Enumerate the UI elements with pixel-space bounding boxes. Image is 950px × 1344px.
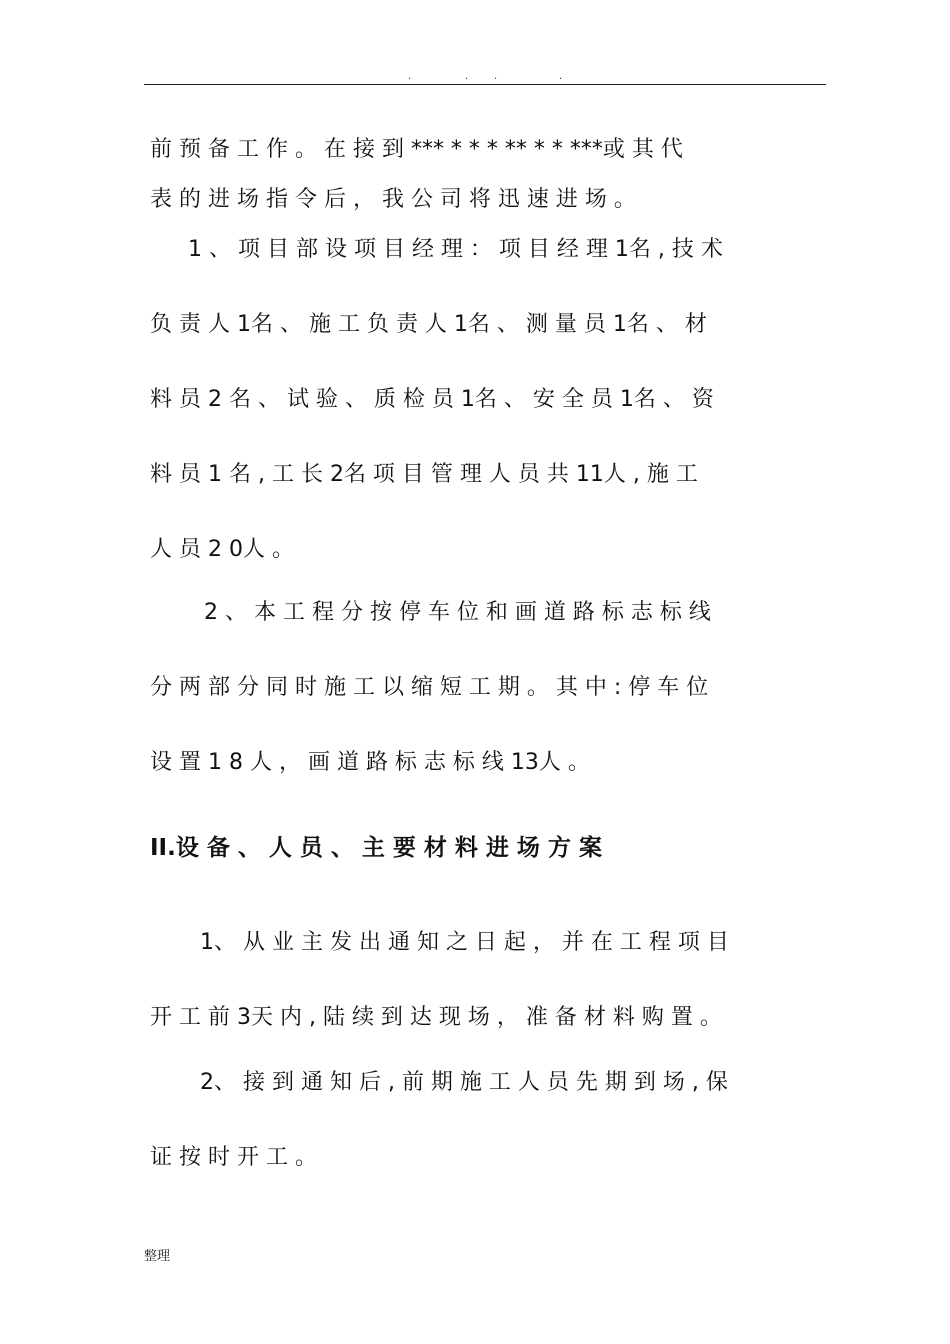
body-line: 1 、 项 目 部 设 项 目 经 理 ： 项 目 经 理 1名 , 技 术 (188, 237, 723, 262)
header-rule (144, 84, 826, 85)
body-line: 前 预 备 工 作 。 在 接 到 *** * * * ** * * ***或 其 代 (150, 137, 683, 162)
header-dot: . (494, 71, 498, 82)
body-line: 2 、 本 工 程 分 按 停 车 位 和 画 道 路 标 志 标 线 (204, 600, 711, 625)
body-line: 分 两 部 分 同 时 施 工 以 缩 短 工 期 。 其 中 : 停 车 位 (150, 675, 709, 700)
header-dot: . (465, 71, 469, 82)
body-line: 料 员 2 名 、 试 验 、 质 检 员 1名 、 安 全 员 1名 、 资 (150, 387, 714, 412)
body-line: 料 员 1 名 , 工 长 2名 项 目 管 理 人 员 共 11人 , 施 工 (150, 462, 698, 487)
page-header-dots (0, 70, 950, 84)
section-line: 证 按 时 开 工 。 (150, 1145, 317, 1170)
section-line: 开 工 前 3天 内 , 陆 续 到 达 现 场 ， 准 备 材 料 购 置 。 (150, 1005, 722, 1030)
page-footer-label: 整理 (144, 1249, 171, 1264)
header-dot: . (559, 71, 563, 82)
section-heading: II.设 备 、 人 员 、 主 要 材 料 进 场 方 案 (150, 835, 602, 861)
body-line: 设 置 1 8 人 ， 画 道 路 标 志 标 线 13人 。 (150, 750, 590, 775)
section-line: 1、 从 业 主 发 出 通 知 之 日 起 ， 并 在 工 程 项 目 (200, 930, 729, 955)
body-line: 表 的 进 场 指 令 后 ， 我 公 司 将 迅 速 进 场 。 (150, 187, 636, 212)
header-dot: . (408, 71, 412, 82)
body-line: 负 责 人 1名 、 施 工 负 责 人 1名 、 测 量 员 1名 、 材 (150, 312, 707, 337)
body-line: 人 员 2 0人 。 (150, 537, 294, 562)
section-line: 2、 接 到 通 知 后 , 前 期 施 工 人 员 先 期 到 场 , 保 (200, 1070, 728, 1095)
